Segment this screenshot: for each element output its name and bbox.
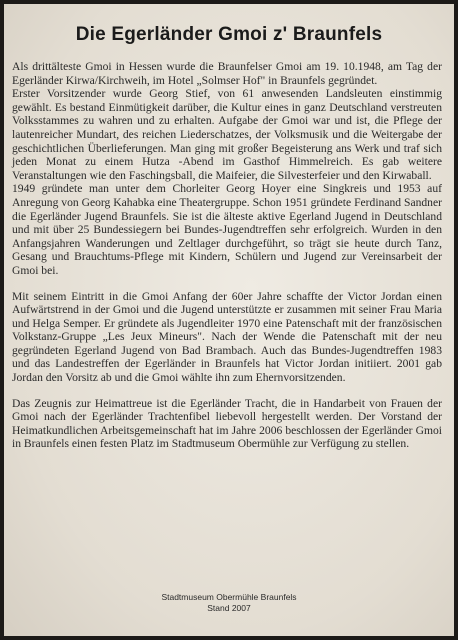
footer-museum: Stadtmuseum Obermühle Braunfels <box>161 592 297 602</box>
paragraph-first-chairman: Erster Vorsitzender wurde Georg Stief, von 61 anwesenden Landsleuten einstimmig gewählt. Es bestand Einmütigkeit darüber, die Kultur eines in ganz Deutschland verstreuten Volksstammes zu wahren und zu erhalten. Aufgabe der Gmoi war und ist, die Pflege der lautenreicher Mundart, des reichen Liederschatzes, der Volksmusik und die Weitergabe der geschichtlichen Überlieferungen. Man ging mit großer Begeisterung ans Werk und traf sich jeden Monat zu einem Hutza -Abend im Gasthof Himmelreich. Es gab weitere Veranstaltungen wie den Faschingsball, die Maifeier, die Silvesterfeier und den Kirwaball. <box>12 87 442 182</box>
info-panel <box>4 4 454 636</box>
paragraph-tracht: Das Zeugnis zur Heimattreue ist die Egerländer Tracht, die in Handarbeit von Frauen der Gmoi nach der Egerländer Trachtenfibel liebevoll hergestellt werden. Der Vorstand der Heimatkundlichen Arbeitsgemeinschaft hat im Jahre 2006 beschlossen der Egerländer Gmoi in Braunfels einen festen Platz im Stadtmuseum Obermühle zur Verfügung zu stellen. <box>12 396 442 451</box>
footer-date: Stand 2007 <box>207 603 251 613</box>
paragraph-groups: 1949 gründete man unter dem Chorleiter Georg Hoyer eine Singkreis und 1953 auf Anregung von Georg Kahabka eine Theatergruppe. Schon 1951 gründete Ferdinand Sandner die Egerländer Jugend Braunfels. Sie ist die älteste aktive Egerland Jugend in Deutschland und mit über 25 Bundessiegern bei Bundes-Jugendtreffen sehr erfolgreich. Wurden in den Anfangsjahren Wanderungen und Zeltlager durchgeführt, so trägt sie heute durch Tanz, Gesang und Brauchtums-Pflege mit Kindern, Schülern und Jugend zur Vereinsarbeit der Gmoi bei. <box>12 182 442 277</box>
paragraph-victor-jordan: Mit seinem Eintritt in die Gmoi Anfang der 60er Jahre schaffte der Victor Jordan einen Aufwärtstrend in der Gmoi und die Jugend unterstützte er zusammen mit seiner Frau Maria und Helga Semper. Er gründete als Jugendleiter 1970 eine Patenschaft mit der französischen Volkstanz-Gruppe „Les Jeux Mineurs". Nach der Wende die Patenschaft mit der neu gegründeten Egerland Jugend von Bad Brambach. Auch das Bundes-Jugendtreffen 1983 und das Landestreffen der Egerländer in Braunfels hat Victor Jordan initiiert. 2001 gab Jordan den Vorsitz ab und die Gmoi wählte ihn zum Ehernvorsitzenden. <box>12 289 442 385</box>
body-text <box>12 60 442 463</box>
paragraph-founding: Als drittälteste Gmoi in Hessen wurde die Braunfelser Gmoi am 19. 10.1948, am Tag der Egerländer Kirwa/Kirchweih, im Hotel „Solmser Hof" in Braunfels gegründet. <box>12 60 442 87</box>
page-title: Die Egerländer Gmoi z' Braunfels <box>75 24 383 45</box>
footer <box>4 592 454 614</box>
